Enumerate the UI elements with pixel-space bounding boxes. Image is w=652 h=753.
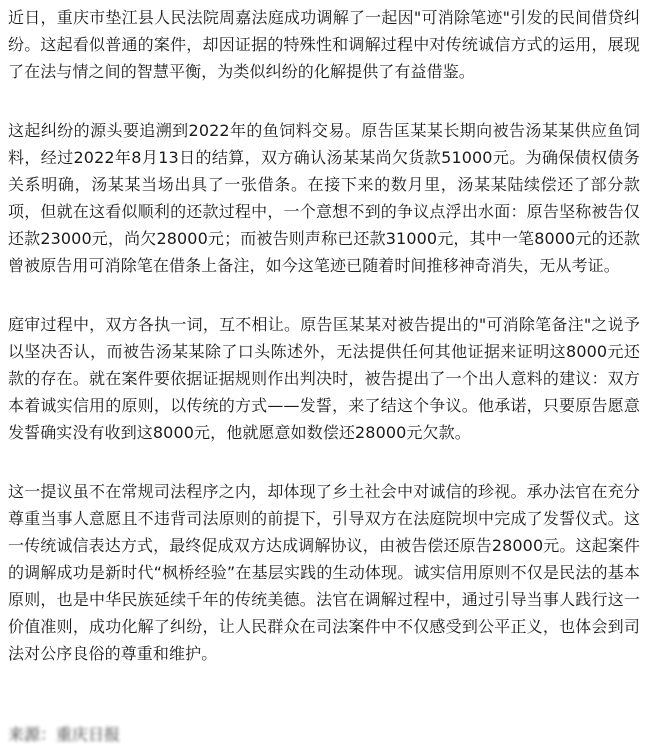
article-paragraph-4: 这一提议虽不在常规司法程序之内，却体现了乡土社会中对诚信的珍视。承办法官在充分尊重当事人意愿且不违背司法原则的前提下，引导双方在法庭院坝中完成了发誓仪式。这一传统诚信表达方式，最终促成双方达成调解协议，由被告偿还原告28000元。这起案件的调解成功是新时代“枫桥经验”在基层实践的生动体现。诚实信用原则不仅是民法的基本原则，也是中华民族延续千年的传统美德。法官在调解过程中，通过引导当事人践行这一价值准则，成功化解了纠纷，让人民群众在司法案件中不仅感受到公平正义，也体会到司法对公序良俗的尊重和维护。 <box>8 482 640 663</box>
article-paragraph-2: 这起纠纷的源头要追溯到2022年的鱼饲料交易。原告匡某某长期向被告汤某某供应鱼饲料，经过2022年8月13日的结算，双方确认汤某某尚欠货款51000元。为确保债权债务关系明确，汤某某当场出具了一张借条。在接下来的数月里，汤某某陆续偿还了部分款项，但就在这看似顺利的还款过程中，一个意想不到的争议点浮出水面：原告坚称被告仅还款23000元，尚欠28000元；而被告则声称已还款31000元，其中一笔8000元的还款曾被原告用可消除笔在借条上备注，如今这笔迹已随着时间推移神奇消失，无从考证。 <box>8 121 640 275</box>
article-paragraph-3: 庭审过程中，双方各执一词，互不相让。原告匡某某对被告提出的"可消除笔备注"之说予以坚决否认，而被告汤某某除了口头陈述外，无法提供任何其他证据来证明这8000元还款的存在。就在案件要依据证据规则作出判决时，被告提出了一个出人意料的建议：双方本着诚实信用的原则，以传统的方式——发誓，来了结这个争议。他承诺，只要原告愿意发誓确实没有收到这8000元，他就愿意如数偿还28000元欠款。 <box>8 315 640 442</box>
article-paragraph-1: 近日，重庆市垫江县人民法院周嘉法庭成功调解了一起因"可消除笔迹"引发的民间借贷纠纷。这起看似普通的案件，却因证据的特殊性和调解过程中对传统诚信方式的运用，展现了在法与情之间的智慧平衡，为类似纠纷的化解提供了有益借鉴。 <box>8 8 640 81</box>
article-source-label: 来源：重庆日报 <box>8 725 121 744</box>
article-body <box>8 4 640 699</box>
